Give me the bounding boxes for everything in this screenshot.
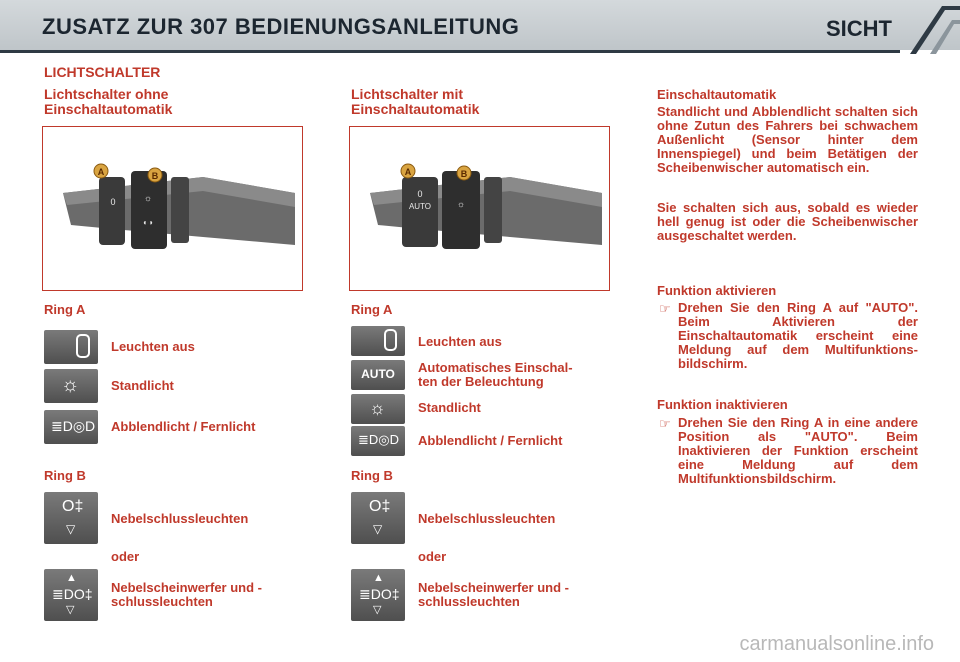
left-item-fog-front-line2: schlussleuchten [111,594,213,609]
lights-off-icon [351,326,405,356]
sidelight-icon: ☼ [351,394,405,424]
middle-heading-line1: Lichtschalter mit [351,86,464,102]
page-header-title: ZUSATZ ZUR 307 BEDIENUNGSANLEITUNG [42,14,520,39]
header-rule [0,50,900,53]
marker-a-auto: A [404,167,412,177]
middle-item-lights-off: Leuchten aus [418,334,502,349]
left-item-lights-off: Leuchten aus [111,339,195,354]
right-paragraph-1: Standlicht und Abblendlicht schalten sich ohne Zutun des Fahrers bei schwachem Außenlicht (Sensor hinter dem Innenspiegel) und beim Betätigen der Scheibenwischer automatisch ein. [657,104,918,175]
rear-fog-icon: O‡ ▽ [351,492,405,544]
pointing-hand-icon: ☞ [659,416,671,431]
left-item-fog-rear: Nebelschlussleuchten [111,511,249,526]
watermark: carmanualsonline.info [739,633,934,655]
header-corner-decoration [890,0,960,54]
activate-text: Drehen Sie den Ring A auf "AUTO". Beim Aktivieren der Einschaltautomatik erscheint eine Meldung auf dem Multifunktions-bildschirm. [678,300,918,371]
middle-or: oder [418,549,447,564]
marker-b-auto: B [460,169,468,179]
auto-marking: AUTO [408,202,432,211]
marker-b: B [151,171,159,181]
left-item-headlight: Abblendlicht / Fernlicht [111,419,256,434]
left-ring-a-label: Ring A [44,302,86,317]
page-section-title: SICHT [826,16,892,41]
left-heading-line1: Lichtschalter ohne [44,86,169,102]
middle-item-auto-line1: Automatisches Einschal- [418,360,573,375]
rear-fog-icon: O‡ ▽ [44,492,98,544]
left-item-sidelight: Standlicht [111,378,174,393]
svg-text:☼: ☼ [456,199,466,209]
middle-item-fog-front-line2: schlussleuchten [418,594,520,609]
svg-text:◐◑: ◐◑ [143,218,153,227]
auto-icon: AUTO [351,360,405,390]
svg-text:0: 0 [110,197,116,207]
headlight-icon: ≣D◎D [44,410,98,444]
middle-item-auto-line2: ten der Beleuchtung [418,374,544,389]
middle-heading-line2: Einschaltautomatik [351,101,480,117]
light-switch-stalk-illustration [43,127,302,290]
front-fog-icon: ▲ ≣DO‡ ▽ [351,569,405,621]
left-item-fog-front-line1: Nebelscheinwerfer und - [111,580,262,595]
light-switch-stalk-auto-illustration [350,127,609,290]
svg-text:☼: ☼ [143,193,153,203]
lights-off-icon [44,330,98,364]
deactivate-text: Drehen Sie den Ring A in eine andere Position als "AUTO". Beim Inaktivieren der Funktion erscheint eine Meldung auf dem Multifunktionsbildschirm. [678,415,918,486]
middle-item-fog-rear: Nebelschlussleuchten [418,511,556,526]
svg-text:0: 0 [417,189,423,199]
middle-ring-a-label: Ring A [351,302,393,317]
activate-title: Funktion aktivieren [657,283,777,298]
left-ring-b-label: Ring B [44,468,86,483]
sidelight-icon: ☼ [44,369,98,403]
light-switch-photo-auto [349,126,610,291]
middle-ring-b-label: Ring B [351,468,393,483]
headlight-icon: ≣D◎D [351,426,405,456]
left-or: oder [111,549,140,564]
right-paragraph-2: Sie schalten sich aus, sobald es wieder hell genug ist oder die Scheibenwischer ausgeschaltet werden. [657,200,918,243]
marker-a: A [97,167,105,177]
pointing-hand-icon: ☞ [659,301,671,316]
light-switch-photo-manual [42,126,303,291]
front-fog-icon: ▲ ≣DO‡ ▽ [44,569,98,621]
right-title: Einschaltautomatik [657,87,777,102]
left-heading-line2: Einschaltautomatik [44,101,173,117]
main-heading: LICHTSCHALTER [44,64,161,80]
middle-item-fog-front-line1: Nebelscheinwerfer und - [418,580,569,595]
deactivate-title: Funktion inaktivieren [657,397,788,412]
middle-item-headlight: Abblendlicht / Fernlicht [418,433,563,448]
middle-item-sidelight: Standlicht [418,400,481,415]
